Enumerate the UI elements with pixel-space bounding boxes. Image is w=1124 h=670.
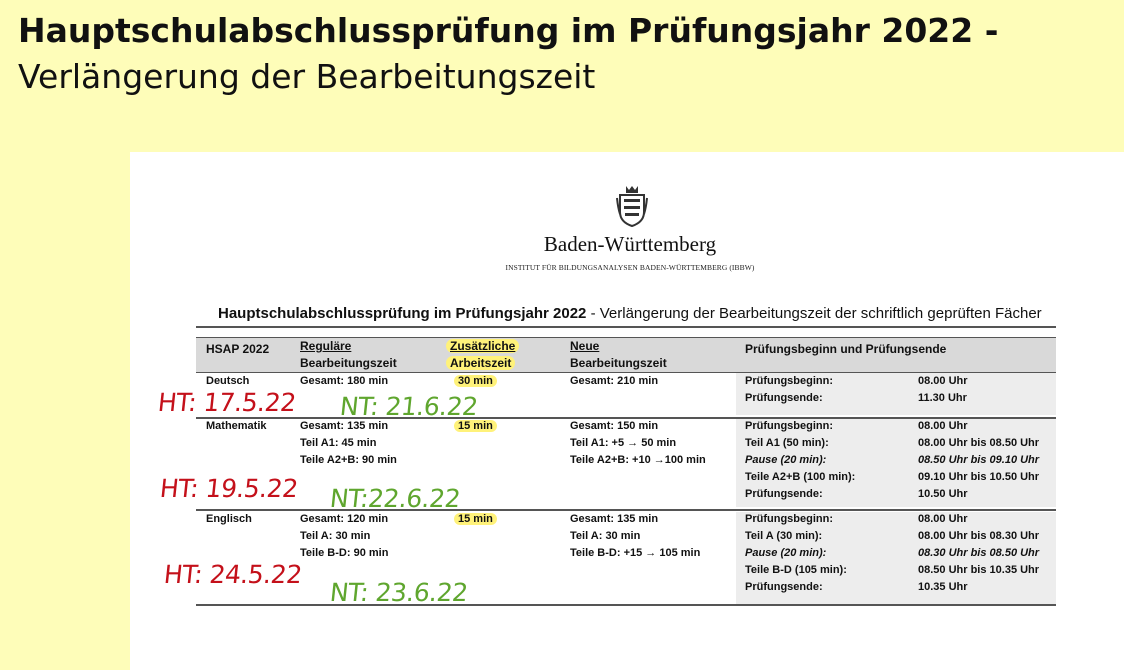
time-line: 08.50 Uhr bis 10.35 Uhr (918, 564, 1040, 576)
new-line: Gesamt: 150 min (570, 420, 659, 432)
times-mathematik (918, 418, 1039, 503)
new-mathematik (570, 418, 706, 469)
label-line: Teil A (30 min): (745, 530, 823, 542)
regular-line: Teile B-D: 90 min (300, 547, 389, 559)
header-subject: HSAP 2022 (206, 342, 270, 356)
header-extra-line2: Arbeitszeit (446, 356, 515, 370)
time-line: 10.35 Uhr (918, 581, 968, 593)
regular-englisch (300, 511, 388, 562)
label-line: Prüfungsbeginn: (745, 513, 833, 525)
label-line-pause: Pause (20 min): (745, 454, 827, 466)
handwritten-nt-deutsch: NT: 21.6.22 (338, 392, 480, 421)
title-rule (196, 326, 1056, 328)
slide-title-line1: Hauptschulabschlussprüfung im Prüfungsjahr 2022 - (18, 11, 999, 50)
document-title-rest: - Verlängerung der Bearbeitungszeit der schriftlich geprüften Fächer (586, 305, 1042, 322)
slide-title-line2: Verlängerung der Bearbeitungszeit (18, 57, 596, 96)
regular-line: Gesamt: 135 min (300, 420, 389, 432)
subject-deutsch: Deutsch (206, 375, 250, 387)
time-line-pause: 08.30 Uhr bis 08.50 Uhr (918, 547, 1040, 559)
org-subtitle: INSTITUT FÜR BILDUNGSANALYSEN BADEN-WÜRTTEMBERG (IBBW) (505, 263, 755, 272)
regular-deutsch-line: Gesamt: 180 min (300, 375, 389, 387)
header-regular (300, 338, 397, 372)
subject-mathematik: Mathematik (206, 420, 267, 432)
table-bottom-rule (196, 604, 1056, 606)
document-title (218, 305, 1042, 322)
extra-deutsch-value: 30 min (454, 375, 497, 387)
header-new-line1: Neue (570, 339, 600, 353)
label-line: Prüfungsende: (745, 488, 823, 500)
labels-mathematik (745, 418, 855, 503)
new-line: Teil A: 30 min (570, 530, 641, 542)
regular-line: Teile A2+B: 90 min (300, 454, 397, 466)
label-line: Prüfungsbeginn: (745, 375, 833, 387)
label-line: Teile B-D (105 min): (745, 564, 847, 576)
label-line: Teile A2+B (100 min): (745, 471, 856, 483)
labels-deutsch (745, 373, 833, 407)
times-deutsch (918, 373, 968, 407)
new-line: Teil A1: +5 → 50 min (570, 437, 677, 449)
subject-englisch: Englisch (206, 513, 252, 525)
regular-line: Gesamt: 120 min (300, 513, 389, 525)
handwritten-ht-mathematik: HT: 19.5.22 (158, 474, 300, 503)
extra-mathematik-value: 15 min (454, 420, 497, 432)
label-line: Prüfungsbeginn: (745, 420, 833, 432)
header-schedule: Prüfungsbeginn und Prüfungsende (745, 342, 947, 356)
time-line: 10.50 Uhr (918, 488, 968, 500)
regular-line: Teil A1: 45 min (300, 437, 377, 449)
label-line: Prüfungsende: (745, 581, 823, 593)
handwritten-nt-englisch: NT: 23.6.22 (328, 578, 470, 607)
coat-of-arms-icon (616, 184, 648, 228)
label-line: Teil A1 (50 min): (745, 437, 829, 449)
time-line: 08.00 Uhr (918, 375, 968, 387)
new-line: Teile A2+B: +10 →100 min (570, 454, 706, 466)
handwritten-nt-mathematik: NT:22.6.22 (328, 484, 462, 513)
labels-englisch (745, 511, 847, 596)
handwritten-ht-englisch: HT: 24.5.22 (162, 560, 304, 589)
times-englisch (918, 511, 1039, 596)
time-line: 09.10 Uhr bis 10.50 Uhr (918, 471, 1040, 483)
new-englisch (570, 511, 700, 562)
label-line: Prüfungsende: (745, 392, 823, 404)
header-new-line2: Bearbeitungszeit (570, 356, 667, 370)
document-title-bold: Hauptschulabschlussprüfung im Prüfungsjahr 2022 (218, 305, 587, 322)
new-line: Teile B-D: +15 → 105 min (570, 547, 701, 559)
header-extra (446, 338, 519, 372)
header-new (570, 338, 667, 372)
handwritten-ht-deutsch: HT: 17.5.22 (156, 388, 298, 417)
extra-englisch (454, 511, 497, 528)
slide-title (18, 8, 1118, 100)
time-line: 08.00 Uhr (918, 420, 968, 432)
time-line: 08.00 Uhr bis 08.50 Uhr (918, 437, 1040, 449)
extra-deutsch (454, 373, 497, 390)
new-deutsch (570, 373, 658, 390)
new-line: Gesamt: 135 min (570, 513, 659, 525)
regular-deutsch (300, 373, 388, 390)
header-regular-line2: Bearbeitungszeit (300, 356, 397, 370)
header-regular-line1: Reguläre (300, 339, 352, 353)
time-line: 08.00 Uhr bis 08.30 Uhr (918, 530, 1040, 542)
time-line: 08.00 Uhr (918, 513, 968, 525)
time-line: 11.30 Uhr (918, 392, 967, 404)
org-name: Baden-Württemberg (543, 232, 717, 256)
label-line-pause: Pause (20 min): (745, 547, 827, 559)
extra-englisch-value: 15 min (454, 513, 497, 525)
header-extra-line1: Zusätzliche (446, 339, 519, 353)
regular-line: Teil A: 30 min (300, 530, 371, 542)
regular-mathematik (300, 418, 397, 469)
time-line-pause: 08.50 Uhr bis 09.10 Uhr (918, 454, 1040, 466)
new-deutsch-line: Gesamt: 210 min (570, 375, 659, 387)
